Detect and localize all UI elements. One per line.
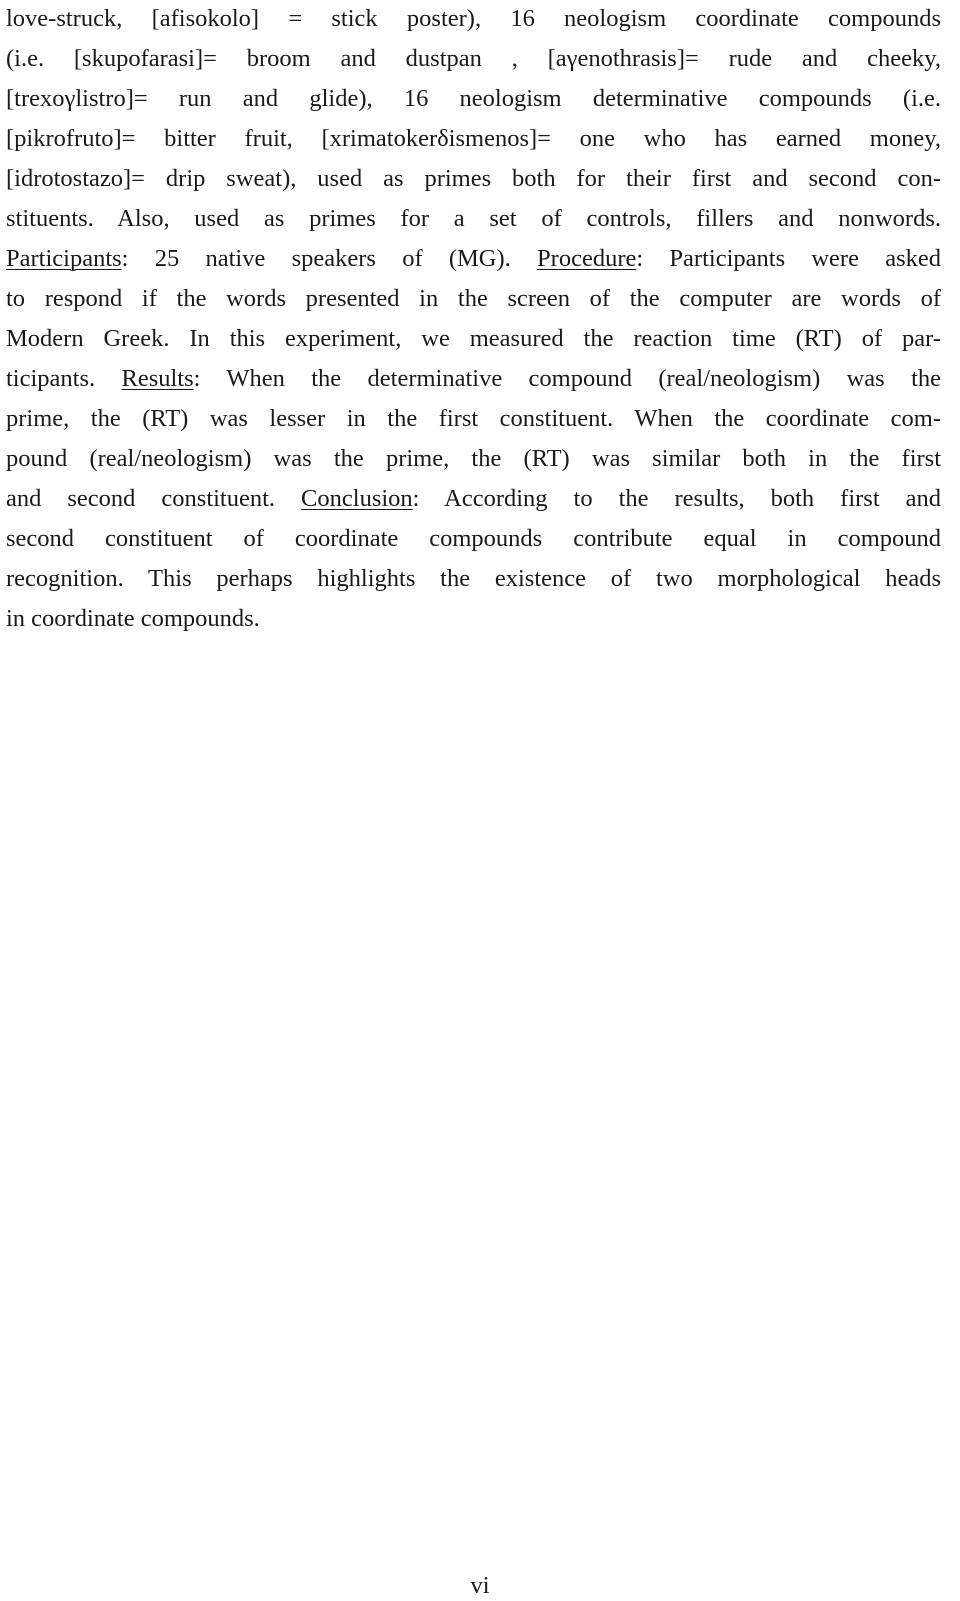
body-text-line: [pikrofruto]= bitter fruit, [xrimatokerδismenos]= one who has earned money, xyxy=(6,125,941,152)
body-text-line: Modern Greek. In this experiment, we measured the reaction time (RT) of par- xyxy=(6,325,941,352)
participants-heading: Participants xyxy=(6,245,122,272)
body-text-line: stituents. Also, used as primes for a set of controls, fillers and nonwords. xyxy=(6,205,941,232)
participants-text: : 25 native speakers of (MG). xyxy=(121,245,538,272)
body-text-line xyxy=(6,242,941,276)
results-text: : When the determinative compound (real/neologism) was the xyxy=(193,365,941,392)
body-text-line: love-struck, [afisokolo] = stick poster), 16 neologism coordinate compounds xyxy=(6,5,941,32)
page-number: vi xyxy=(470,1572,490,1599)
body-text-line: [trexoγlistro]= run and glide), 16 neologism determinative compounds (i.e. xyxy=(6,85,941,112)
body-text-line: prime, the (RT) was lesser in the first constituent. When the coordinate com- xyxy=(6,405,941,432)
body-text-line: to respond if the words presented in the screen of the computer are words of xyxy=(6,285,941,312)
results-lead-text: ticipants. xyxy=(6,365,122,392)
body-text-line xyxy=(6,362,941,396)
body-text-line: recognition. This perhaps highlights the existence of two morphological heads xyxy=(6,565,941,592)
conclusion-lead-text: and second constituent. xyxy=(6,485,302,512)
results-heading: Results xyxy=(121,365,194,392)
conclusion-heading: Conclusion xyxy=(301,485,413,512)
procedure-text: : Participants were asked xyxy=(636,245,941,272)
conclusion-text: : According to the results, both first and xyxy=(412,485,941,512)
body-text-line xyxy=(6,482,941,516)
body-text-line: [idrotostazo]= drip sweat), used as primes both for their first and second con- xyxy=(6,165,941,192)
body-text-line: second constituent of coordinate compounds contribute equal in compound xyxy=(6,525,941,552)
body-text-line: in coordinate compounds. xyxy=(6,605,260,632)
body-text-line: (i.e. [skupofarasi]= broom and dustpan , [aγenothrasis]= rude and cheeky, xyxy=(6,45,941,72)
body-text-line: pound (real/neologism) was the prime, the (RT) was similar both in the first xyxy=(6,445,941,472)
procedure-heading: Procedure xyxy=(537,245,637,272)
